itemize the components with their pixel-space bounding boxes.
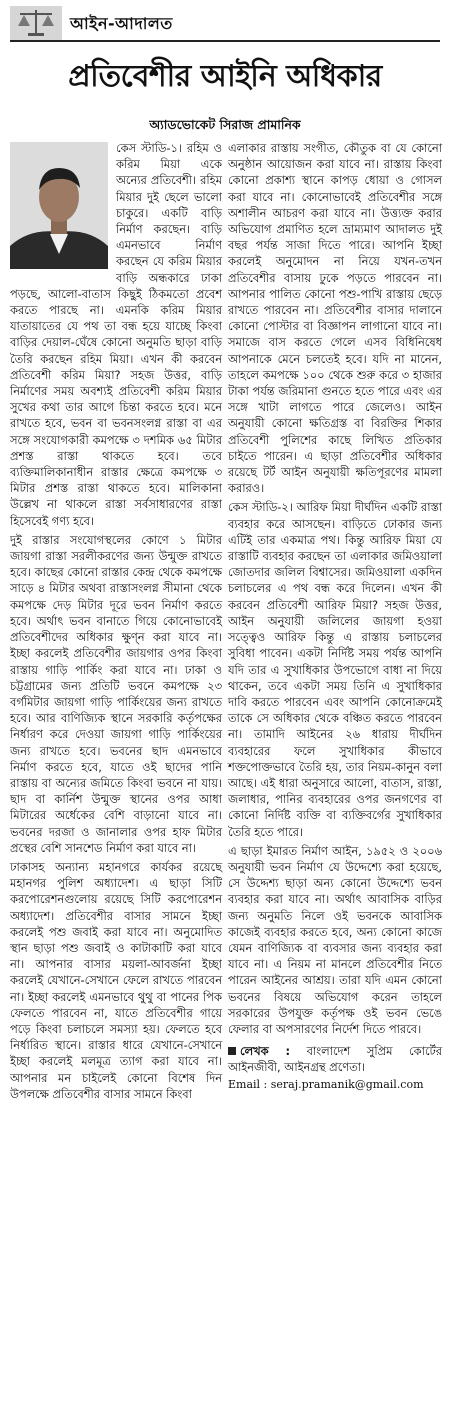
author-note-text: বাংলাদেশ সুপ্রিম কোর্টের আইনজীবী, আইনগ্রন্থ প্রণেতা। [228,1044,442,1075]
article-paragraph: দুই রাস্তার সংযোগস্থলের কোণে ১ মিটার জায়গা রাস্তা সরলীকরণের জন্য উন্মুক্ত রাখতে হবে। কাছের কোনো রাস্তার কেন্দ্র থেকে কমপক্ষে সাড়ে ৪ মিটার অথবা রাস্তাসংলগ্ন সীমানা থেকে কমপক্ষে দেড় মিটার দূরে ভবন নির্মাণ করতে হবে। অর্থাৎ ভবন বানাতে গিয়ে কোনোভাবেই প্রতিবেশীদের অধিকার ক্ষুণ্ন করা যাবে না। ইচ্ছা করলেই প্রতিবেশীর জায়গার ওপর কিংবা রাস্তায় গাড়ি পার্কিং করা যাবে না। ঢাকা ও চট্টগ্রামের জন্য প্রতিটি ভবনে কমপক্ষে ২৩ বর্গমিটার জায়গা গাড়ি পার্কিংয়ের জন্য রাখতে হবে। আর বাণিজ্যিক স্থানে সরকারি কর্তৃপক্ষের নির্ধারণ করে দেওয়া জায়গা গাড়ি পার্কিংয়ের জন্য রাখতে হবে। ভবনের ছাদ এমনভাবে নির্মাণ করতে হবে, যাতে ওই ছাদের পানি রাস্তায় বা অন্যের জমিতে কিংবা ভবনে না যায়। ছাদ বা কার্নিশ উন্মুক্ত স্থানের ওপর আধা মিটারের অর্ধেকের বেশি বাড়ানো যাবে না। ভবনের দরজা ও জানালার ওপর হাফ মিটার প্রস্থের বেশি সানশেড নির্মাণ করা যাবে না। [10,532,222,855]
author-portrait-photo [10,142,108,269]
article-paragraph: এলাকার রাস্তায় সংগীত, কৌতুক বা যে কোনো অনুষ্ঠান আয়োজন করা যাবে না। রাস্তায় কিংবা কোনো প্রকাশ্য স্থানে কাপড় ধোয়া ও গোসল করা যাবে না। কোনোভাবেই প্রতিবেশীর সঙ্গে অশালীন আচরণ করা যাবে না। উত্ত্যক্ত করার অভিযোগ প্রমাণিত হলে ভ্রাম্যমাণ আদালত দুই বছর পর্যন্ত সাজা দিতে পারে। আপনি ইচ্ছা করলেই অনুমোদন না নিয়ে যখন-তখন প্রতিবেশীর বাসায় ঢুকে পড়তে পারবেন না। আপনার পালিত কোনো পশু-পাখি রাস্তায় ছেড়ে রাখতে পারবেন না। প্রতিবেশীর বাসার দালানে কোনো পোস্টার বা বিজ্ঞাপন লাগানো যাবে না। সমাজে বাস করতে গেলে এসব বিধিনিষেধ আপনাকে মেনে চলতেই হবে। যদি না মানেন, তাহলে কমপক্ষে ১০০ থেকে শুরু করে ৩ হাজার টাকা পর্যন্ত জরিমানা গুনতে হতে পারে এবং এর সঙ্গে খাটা লাগতে পারে জেলেও। আইন অনুযায়ী কোনো ক্ষতিগ্রস্ত বা বিরক্তির শিকার প্রতিবেশী পুলিশের কাছে লিখিত প্রতিকার চাইতে পারেন। এ ছাড়া প্রতিবেশীর অধিকার রয়েছে টর্ট আইন অনুযায়ী ক্ষতিপূরণের মামলা করারও। [228,141,442,496]
author-email: Email : seraj.pramanik@gmail.com [228,1078,424,1092]
headline: প্রতিবেশীর আইনি অধিকার [68,59,382,94]
article-paragraph: কেস স্টাডি-১। রহিম ও করিম মিয়া একে অন্যের প্রতিবেশী। রহিম মিয়ার দুই ছেলে ভালো চাকুরে। একটি বাড়ি নির্মাণ করছেন। বাড়ি এমনভাবে নির্মাণ করছেন যে করিম মিয়ার বাড়ি অন্ধকারে ঢাকা পড়ছে, আলো-বাতাস কিছুই ঠিকমতো প্রবেশ করতে পারছে না। এমনকি করিম মিয়ার যাতায়াতের যে পথ তা বন্ধ হয়ে যাচ্ছে কিংবা বাড়ির দেয়াল-ঘেঁষে কোনো অনুমতি ছাড়া বাড়ি তৈরি করছেন রহিম মিয়া। এখন কী করবেন প্রতিবেশী করিম মিয়া? সহজ উত্তর, বাড়ি নির্মাণের সময় অবশ্যই প্রতিবেশী করিম মিয়ার সুখের কথা তার আগে চিন্তা করতে হবে। মনে রাখতে হবে, ভবন বা ভবনসংলগ্ন রাস্তা বা এর সঙ্গে সংযোগকারী কমপক্ষে ৩ দশমিক ৬৫ মিটার প্রশস্ত রাস্তা থাকতে হবে। তবে ব্যক্তিমালিকানাধীন রাস্তার ক্ষেত্রে কমপক্ষে ৩ মিটার প্রশস্ত রাস্তা থাকতে হবে। মালিকানা উল্লেখ না থাকলে রাস্তা সর্বসাধারণের রাস্তা হিসেবেই গণ্য হবে। [10,141,222,528]
byline: অ্যাডভোকেট সিরাজ প্রামানিক [149,117,301,132]
section-label: আইন-আদালত [70,14,173,33]
justice-scale-icon [10,6,62,40]
article-paragraph: কেস স্টাডি-২। আরিফ মিয়া দীর্ঘদিন একটি রাস্তা ব্যবহার করে আসছেন। বাড়িতে ঢোকার জন্য এটিই তার একমাত্র পথ। কিন্তু আরিফ মিয়া যে রাস্তাটি ব্যবহার করছেন তা এলাকার জমিওয়ালা জোতদার জলিল বিশ্বাসের। জমিওয়ালা একদিন চলাচলের এ পথ বন্ধ করে দিলেন। এখন কী করবেন প্রতিবেশী আরিফ মিয়া? সহজ উত্তর, আইন অনুযায়ী জলিলের জায়গা হওয়া সত্ত্বেও আরিফ কিন্তু এ রাস্তায় চলাচলের সুবিধা পাবেন। একটা নির্দিষ্ট সময় পর্যন্ত আপনি যদি তার এ সুখাধিকার উপভোগে বাধা না দিয়ে থাকেন, তবে একটা সময় তিনি এ সুখাধিকার দাবি করতে পারবেন এবং আপনি কোনোক্রমেই তাকে সে অধিকার থেকে বঞ্চিত করতে পারবেন না। তামাদি আইনের ২৬ ধারায় দীর্ঘদিন ব্যবহারের ফলে সুখাধিকার কীভাবে শক্তপোক্তভাবে তৈরি হয়, তার নিয়ম-কানুন বলা আছে। এই ধারা অনুসারে আলো, বাতাস, রাস্তা, জলাধার, পানির ব্যবহারের ওপর জনগণের বা কোনো নির্দিষ্ট ব্যক্তি বা ব্যক্তিবর্গের সুখাধিকার তৈরি হতে পারে। [228,500,442,839]
article-column-right [228,140,442,1093]
square-bullet-icon [228,1047,236,1055]
article-column-left [10,140,222,1105]
author-note [228,1043,442,1093]
article-paragraph: ঢাকাসহ অন্যান্য মহানগরে কার্যকর রয়েছে মহানগর পুলিশ অধ্যাদেশ। এ ছাড়া সিটি করপোরেশনগুলোয় রয়েছে সিটি করপোরেশন অধ্যাদেশ। প্রতিবেশীর বাসার সামনে ইচ্ছা করলেই পশু জবাই করা যাবে না। অনুমোদিত স্থান ছাড়া পশু জবাই ও কাটাকাটি করা যাবে না। আপনার বাসার ময়লা-আবর্জনা ইচ্ছা করলেই যেখানে-সেখানে ফেলে রাখতে পারবেন না। ইচ্ছা করলেই এমনভাবে থুথু বা পানের পিক ফেলতে পারবেন না, যাতে প্রতিবেশীর গায়ে পড়ে কিংবা চলাচলে সমস্যা হয়। ফেলতে হবে নির্ধারিত স্থানে। রাস্তার ধারে যেখানে-সেখানে ইচ্ছা করলেই মলমূত্র ত্যাগ করা যাবে না। আপনার মন চাইলেই কোনো বিশেষ দিন উপলক্ষে প্রতিবেশীর বাসার সামনে কিংবা [10,859,222,1101]
article-paragraph: এ ছাড়া ইমারত নির্মাণ আইন, ১৯৫২ ও ২০০৬ অনুযায়ী ভবন নির্মাণ যে উদ্দেশ্যে করা হয়েছে, সে উদ্দেশ্য ছাড়া অন্য কোনো উদ্দেশ্যে ভবন ব্যবহার করা যাবে না। অর্থাৎ আবাসিক বাড়ির জন্য অনুমতি নিলে ওই ভবনকে আবাসিক কাজেই ব্যবহার করতে হবে, অন্য কোনো কাজে যেমন বাণিজ্যিক বা ব্যবসার জন্য ব্যবহার করা যাবে না। এ নিয়ম না মানলে প্রতিবেশীর নিতে পারেন আইনের আশ্রয়। তারা যদি এমন কোনো ভবনের বিষয়ে অভিযোগ করেন তাহলে সরকারের উপযুক্ত কর্তৃপক্ষ ওই ভবন ভেঙে ফেলার বা অপসারণের নির্দেশ দিতে পারবে। [228,843,442,1036]
section-header [10,6,440,42]
section-rule [10,40,440,42]
author-note-label: লেখক : [240,1044,291,1059]
